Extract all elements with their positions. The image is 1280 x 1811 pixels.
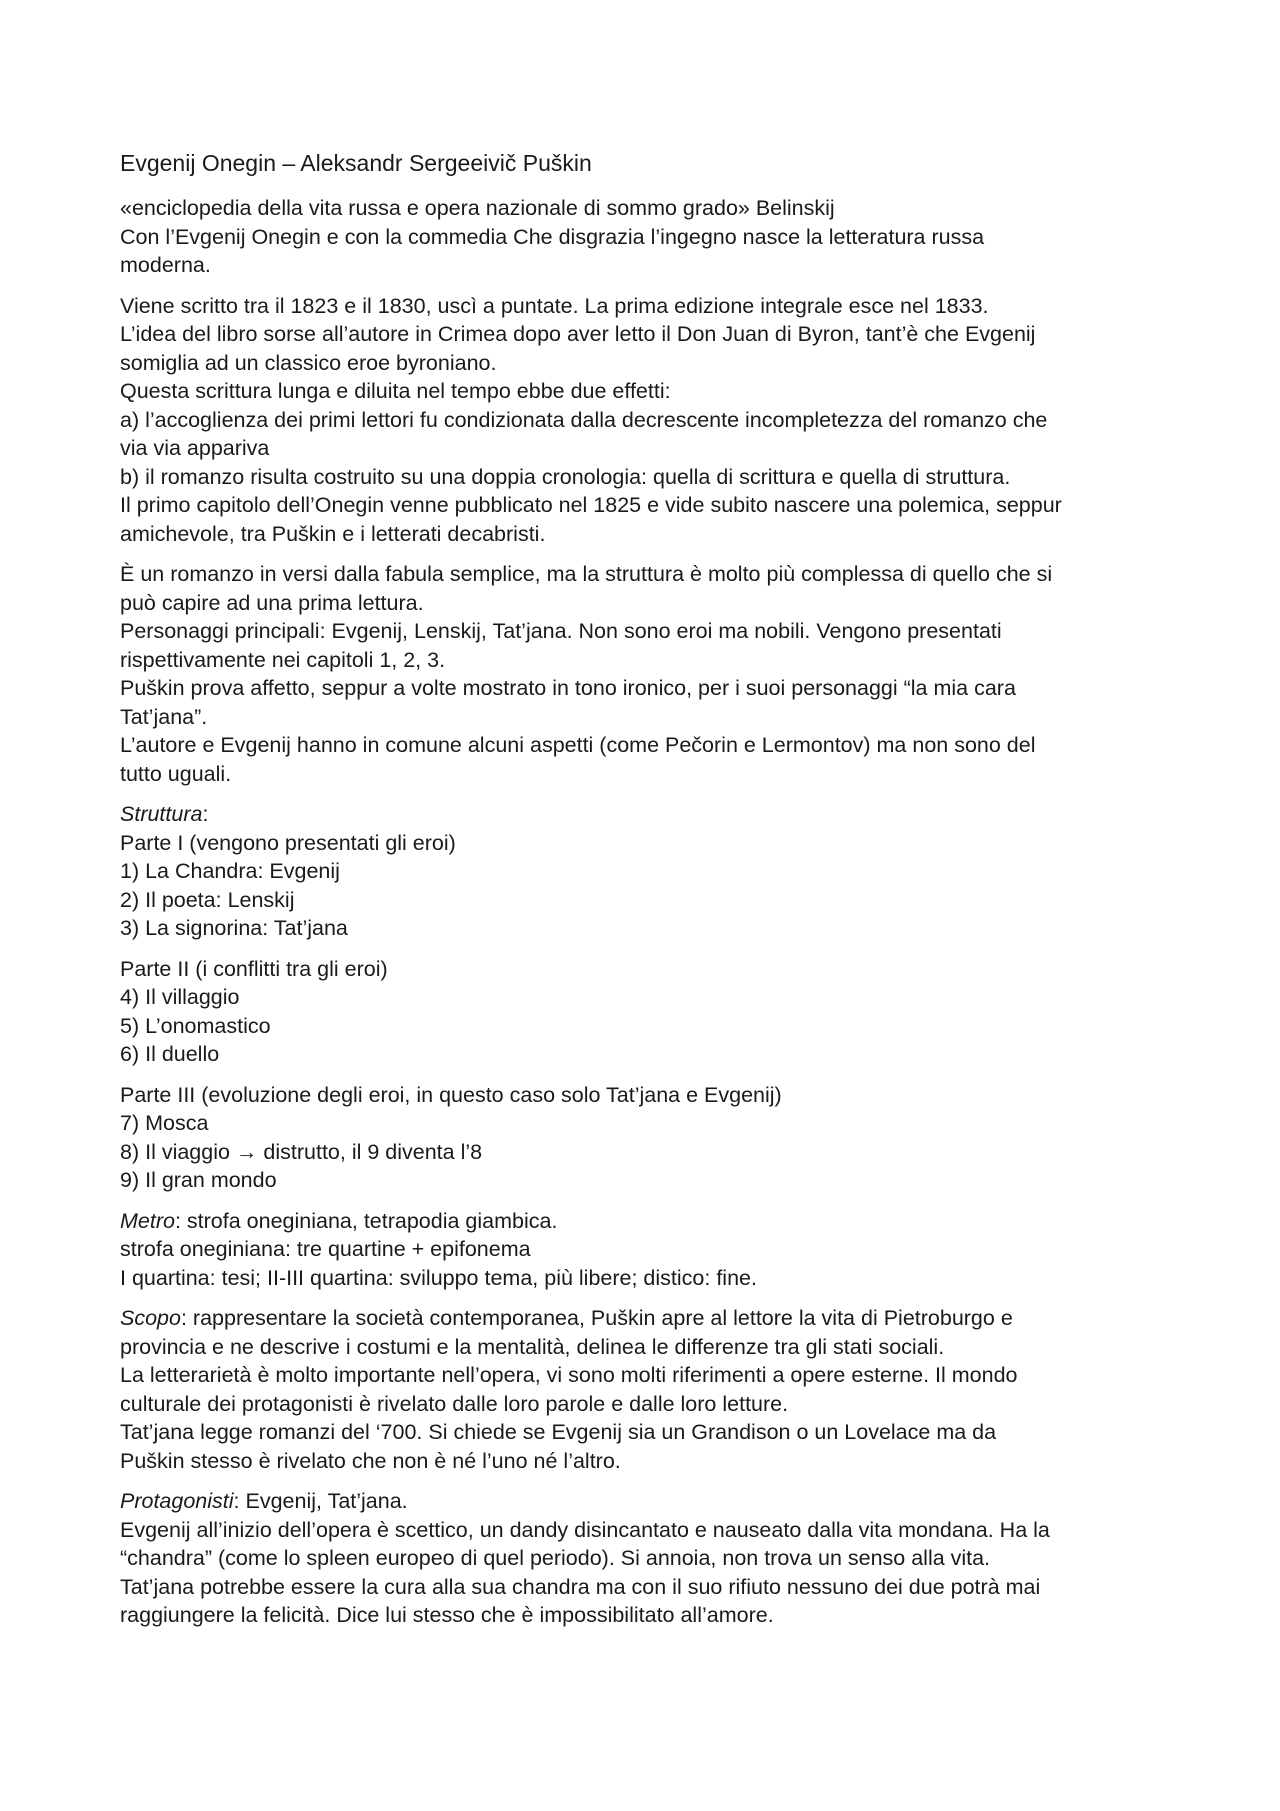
- text-line: Puškin stesso è rivelato che non è né l’uno né l’altro.: [120, 1448, 621, 1473]
- text-line: «enciclopedia della vita russa e opera nazionale di sommo grado» Belinskij: [120, 196, 835, 220]
- structure-part1: [120, 800, 1180, 943]
- list-item: 3) La signorina: Tat’jana: [120, 916, 348, 940]
- list-item: 9) Il gran mondo: [120, 1168, 277, 1192]
- list-item: 5) L’onomastico: [120, 1013, 271, 1038]
- purpose-label: Scopo: [120, 1306, 181, 1330]
- list-item: 1) La Chandra: Evgenij: [120, 859, 340, 883]
- list-item: 4) Il villaggio: [120, 985, 240, 1009]
- list-item: Parte III (evoluzione degli eroi, in questo caso solo Tat’jana e Evgenij): [120, 1082, 782, 1107]
- text-line: Viene scritto tra il 1823 e il 1830, uscì a puntate. La prima edizione integrale esce nel 1833.: [120, 293, 989, 318]
- metre-paragraph: [120, 1207, 1180, 1293]
- text-line: rispettivamente nei capitoli 1, 2, 3.: [120, 647, 446, 672]
- text-line: Con l’Evgenij Onegin e con la commedia Che disgrazia l’ingegno nasce la letteratura russa: [120, 224, 985, 249]
- text-line: amichevole, tra Puškin e i letterati decabristi.: [120, 521, 546, 546]
- purpose-first-line: : rappresentare la società contemporanea, Puškin apre al lettore la vita di Pietroburgo e: [180, 1306, 1013, 1330]
- history-paragraph: [120, 292, 1180, 549]
- text-line: I quartina: tesi; II-III quartina: sviluppo tema, più libere; distico: fine.: [120, 1265, 757, 1290]
- list-item: 6) Il duello: [120, 1042, 220, 1066]
- text-line: La letterarietà è molto importante nell’opera, vi sono molti riferimenti a opere esterne. Il mondo: [120, 1363, 1018, 1387]
- text-line: moderna.: [120, 253, 211, 277]
- document-title: Evgenij Onegin – Aleksandr Sergeeivič Puškin: [120, 150, 592, 176]
- text-line: Questa scrittura lunga e diluita nel tempo ebbe due effetti:: [120, 379, 671, 403]
- novel-paragraph: [120, 560, 1180, 788]
- list-item: 2) Il poeta: Lenskij: [120, 887, 295, 912]
- list-item: 8) Il viaggio → distrutto, il 9 diventa l’8: [120, 1139, 483, 1164]
- text-line: può capire ad una prima lettura.: [120, 590, 424, 615]
- intro-paragraph: [120, 194, 1180, 280]
- metre-label: Metro: [120, 1208, 175, 1233]
- text-line: via via appariva: [120, 436, 270, 460]
- purpose-paragraph: [120, 1304, 1180, 1475]
- document-page: [120, 148, 1180, 1642]
- protagonists-label: Protagonisti: [120, 1489, 234, 1513]
- text-line: Puškin prova affetto, seppur a volte mostrato in tono ironico, per i suoi personaggi “la mia cara: [120, 676, 1016, 700]
- protagonists-first-line: : Evgenij, Tat’jana.: [233, 1489, 408, 1513]
- text-line: “chandra” (come lo spleen europeo di quel periodo). Si annoia, non trova un senso alla vita.: [120, 1546, 991, 1570]
- text-line: raggiungere la felicità. Dice lui stesso che è impossibilitato all’amore.: [120, 1603, 774, 1627]
- protagonists-heading: [120, 1487, 1180, 1516]
- text-line: Evgenij all’inizio dell’opera è scettico, un dandy disincantato e nauseato dalla vita mondana. Ha la: [120, 1517, 1050, 1542]
- text-line: L’idea del libro sorse all’autore in Crimea dopo aver letto il Don Juan di Byron, tant’è che Evgenij: [120, 322, 1036, 346]
- metre-first-line: : strofa oneginiana, tetrapodia giambica.: [174, 1208, 558, 1233]
- text-line: L’autore e Evgenij hanno in comune alcuni aspetti (come Pečorin e Lermontov) ma non sono del: [120, 733, 1036, 757]
- protagonists-paragraph: [120, 1487, 1180, 1630]
- structure-part3: [120, 1081, 1180, 1195]
- structure-label-suffix: :: [202, 802, 209, 826]
- list-item: Parte I (vengono presentati gli eroi): [120, 830, 456, 855]
- metre-heading: [120, 1207, 1180, 1236]
- text-line: provincia e ne descrive i costumi e la mentalità, delinea le differenze tra gli stati sociali.: [120, 1334, 945, 1359]
- structure-label: Struttura: [120, 802, 203, 826]
- structure-part2: [120, 955, 1180, 1069]
- text-line: somiglia ad un classico eroe byroniano.: [120, 350, 497, 375]
- text-line: È un romanzo in versi dalla fabula semplice, ma la struttura è molto più complessa di quello che si: [120, 562, 1053, 586]
- list-item: 7) Mosca: [120, 1111, 209, 1135]
- text-line: Tat’jana potrebbe essere la cura alla sua chandra ma con il suo rifiuto nessuno dei due potrà mai: [120, 1574, 1041, 1599]
- text-line: Tat’jana”.: [120, 704, 208, 729]
- text-line: Il primo capitolo dell’Onegin venne pubblicato nel 1825 e vide subito nascere una polemica, seppur: [120, 493, 1062, 517]
- text-line: a) l’accoglienza dei primi lettori fu condizionata dalla decrescente incompletezza del romanzo che: [120, 407, 1048, 432]
- structure-heading: [120, 800, 1180, 829]
- text-line: Personaggi principali: Evgenij, Lenskij, Tat’jana. Non sono eroi ma nobili. Vengono presentati: [120, 619, 1002, 643]
- text-line: strofa oneginiana: tre quartine + epifonema: [120, 1237, 531, 1261]
- purpose-heading: [120, 1304, 1180, 1333]
- text-line: tutto uguali.: [120, 761, 232, 786]
- list-item: Parte II (i conflitti tra gli eroi): [120, 956, 388, 981]
- text-line: Tat’jana legge romanzi del ‘700. Si chiede se Evgenij sia un Grandison o un Lovelace ma da: [120, 1420, 997, 1444]
- text-line: b) il romanzo risulta costruito su una doppia cronologia: quella di scrittura e quella di struttura.: [120, 464, 1011, 489]
- text-line: culturale dei protagonisti è rivelato dalle loro parole e dalle loro letture.: [120, 1391, 789, 1416]
